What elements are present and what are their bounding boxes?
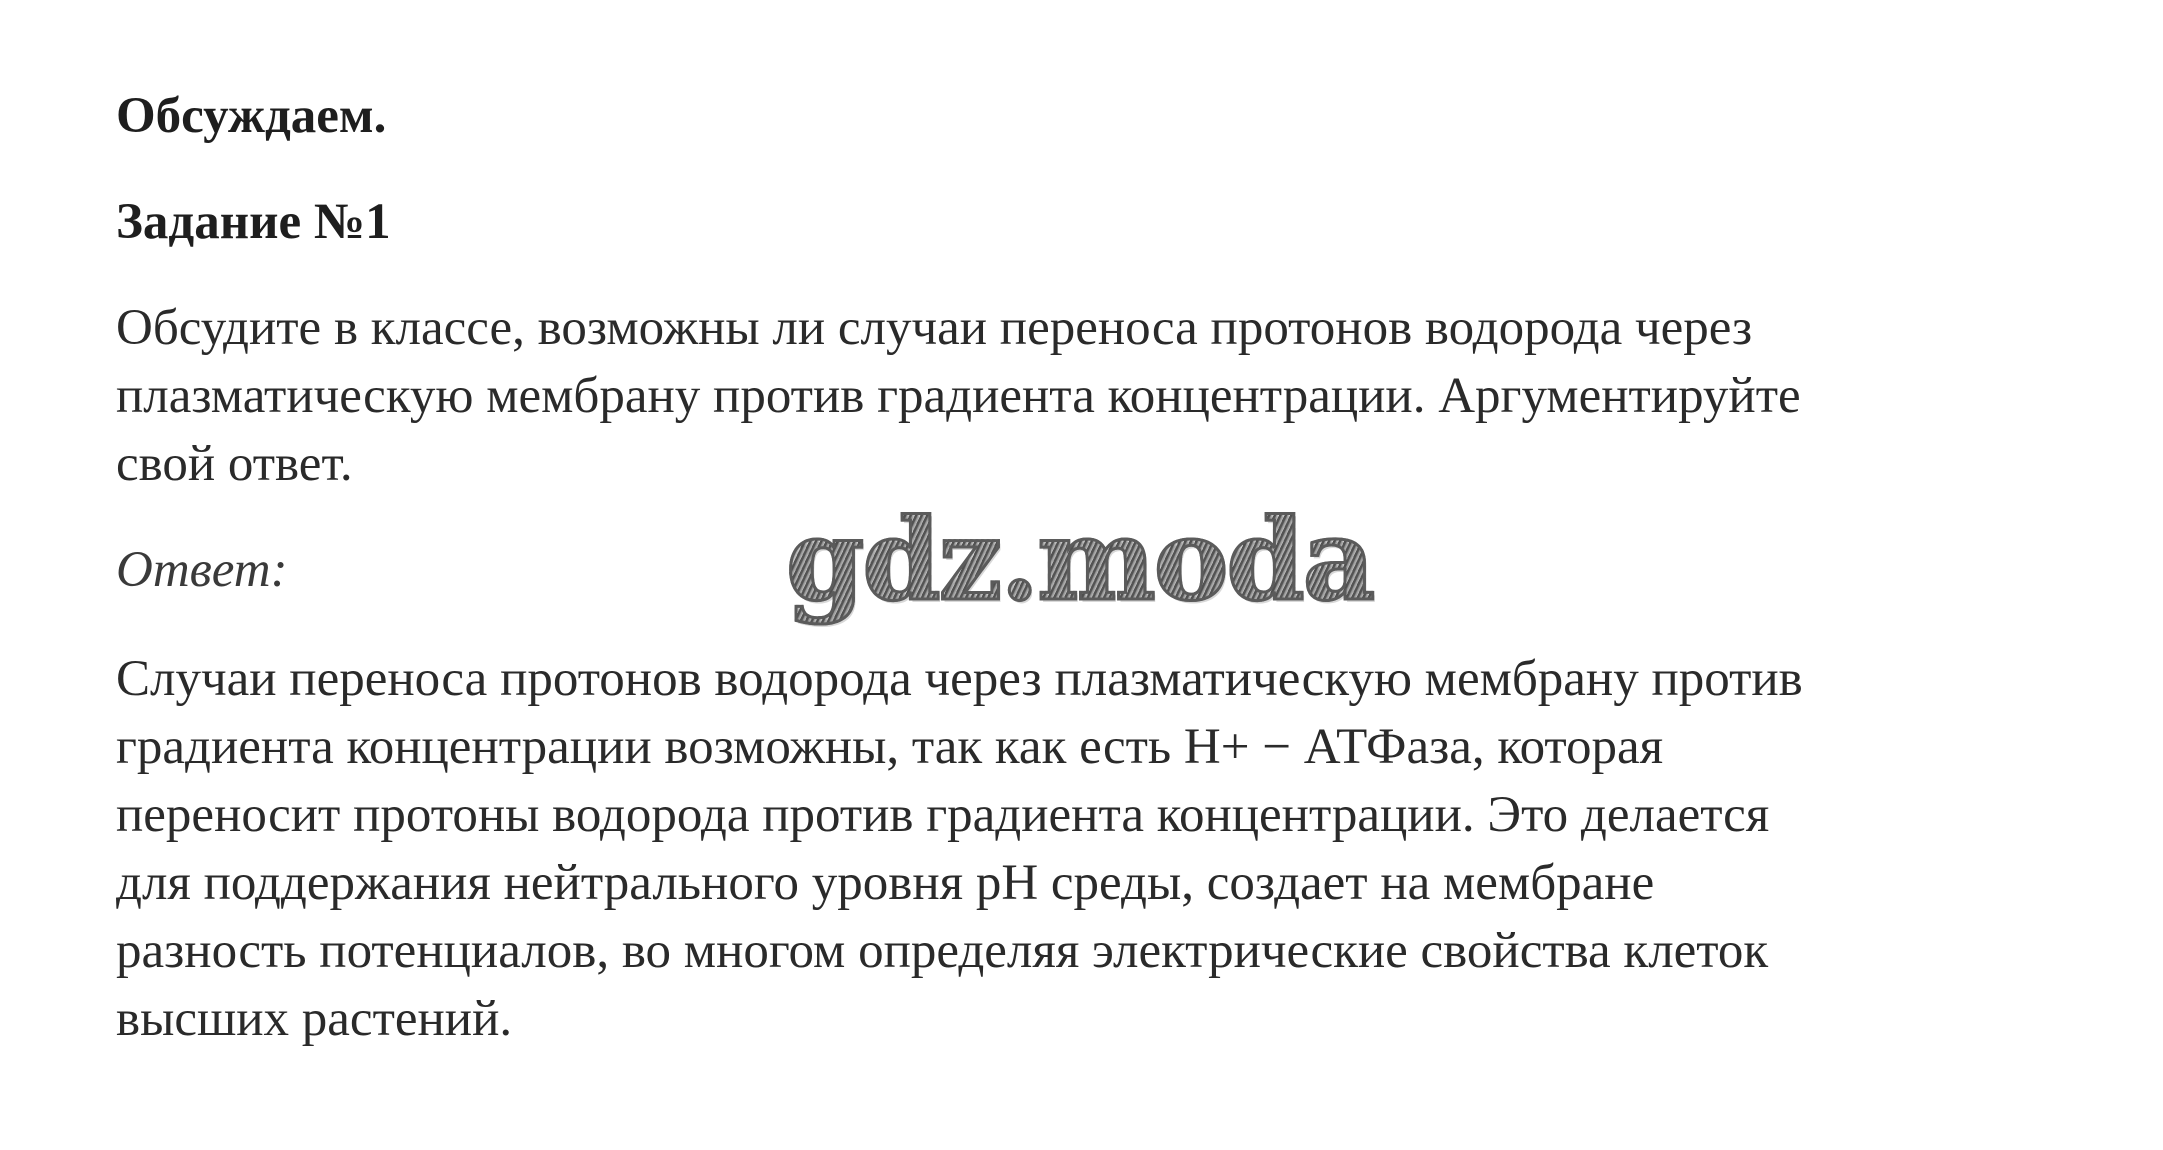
section-heading: Обсуждаем. bbox=[116, 88, 387, 144]
task-title: Задание №1 bbox=[116, 194, 391, 250]
question-line: свой ответ. bbox=[116, 436, 353, 492]
answer-line: градиента концентрации возможны, так как есть H+ − АТФаза, которая bbox=[116, 719, 1664, 775]
answer-line: переносит протоны водорода против градиента концентрации. Это делается bbox=[116, 787, 1770, 843]
answer-line: Случаи переноса протонов водорода через плазматическую мембрану против bbox=[116, 651, 1803, 707]
answer-label: Ответ: bbox=[116, 542, 288, 598]
watermark-logo: gdz.moda bbox=[786, 495, 1374, 626]
question-line: Обсудите в классе, возможны ли случаи переноса протонов водорода через bbox=[116, 300, 1753, 356]
answer-line: для поддержания нейтрального уровня pH среды, создает на мембране bbox=[116, 855, 1655, 911]
answer-line: разность потенциалов, во многом определяя электрические свойства клеток bbox=[116, 923, 1769, 979]
question-line: плазматическую мембрану против градиента концентрации. Аргументируйте bbox=[116, 368, 1801, 424]
answer-line: высших растений. bbox=[116, 991, 513, 1047]
